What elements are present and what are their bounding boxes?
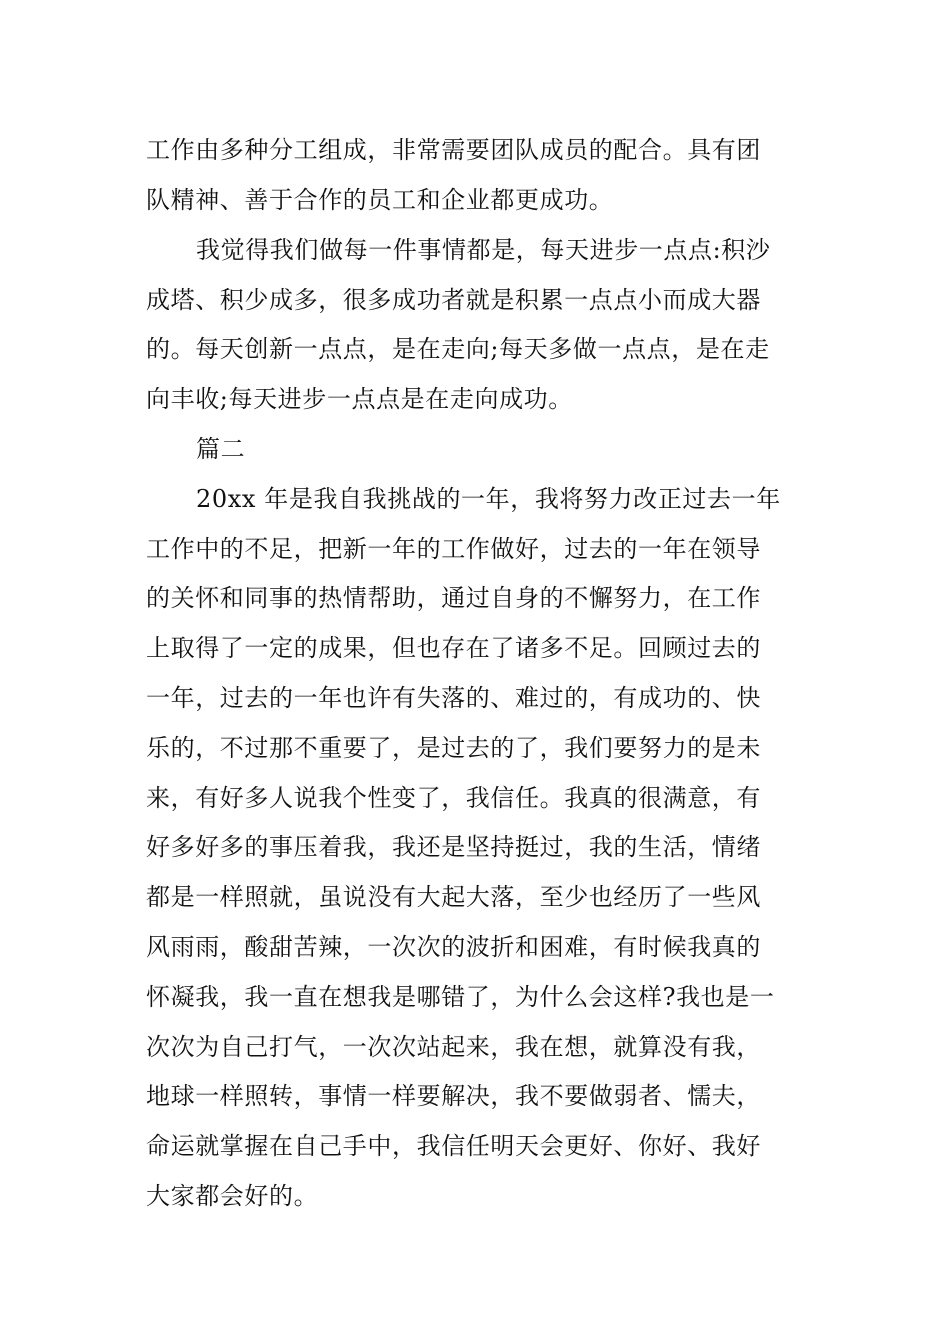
paragraph-line: 好多好多的事压着我，我还是坚持挺过，我的生活，情绪: [146, 833, 761, 861]
paragraph-line: 乐的，不过那不重要了，是过去的了，我们要努力的是未: [146, 734, 761, 762]
paragraph-line: 来，有好多人说我个性变了，我信任。我真的很满意，有: [146, 784, 761, 812]
paragraph-line: 的关怀和同事的热情帮助，通过自身的不懈努力，在工作: [146, 584, 761, 612]
paragraph-line: 都是一样照就，虽说没有大起大落，至少也经历了一些风: [146, 883, 761, 911]
paragraph-line: 上取得了一定的成果，但也存在了诸多不足。回顾过去的: [146, 634, 761, 662]
paragraph-line: 成塔、积少成多，很多成功者就是积累一点点小而成大器: [146, 286, 761, 314]
section-heading: 篇二: [196, 435, 246, 463]
paragraph-line: 20xx 年是我自我挑战的一年，我将努力改正过去一年: [196, 485, 781, 513]
paragraph-line: 大家都会好的。: [146, 1182, 319, 1210]
paragraph-line: 工作中的不足，把新一年的工作做好，过去的一年在领导: [146, 535, 761, 563]
paragraph-line: 次次为自己打气，一次次站起来，我在想，就算没有我，: [146, 1033, 761, 1061]
paragraph-line: 一年，过去的一年也许有失落的、难过的，有成功的、快: [146, 684, 761, 712]
paragraph-line: 怀凝我，我一直在想我是哪错了，为什么会这样?我也是一: [146, 983, 775, 1011]
paragraph-line: 的。每天创新一点点，是在走向;每天多做一点点，是在走: [146, 335, 770, 363]
paragraph-line: 我觉得我们做每一件事情都是，每天进步一点点:积沙: [196, 236, 771, 264]
paragraph-line: 向丰收;每天进步一点点是在走向成功。: [146, 385, 573, 413]
paragraph-line: 风雨雨，酸甜苦辣，一次次的波折和困难，有时候我真的: [146, 933, 761, 961]
paragraph-line: 工作由多种分工组成，非常需要团队成员的配合。具有团: [146, 136, 761, 164]
paragraph-line: 命运就掌握在自己手中，我信任明天会更好、你好、我好: [146, 1132, 761, 1160]
paragraph-line: 地球一样照转，事情一样要解决，我不要做弱者、懦夫，: [146, 1082, 761, 1110]
paragraph-line: 队精神、善于合作的员工和企业都更成功。: [146, 186, 614, 214]
